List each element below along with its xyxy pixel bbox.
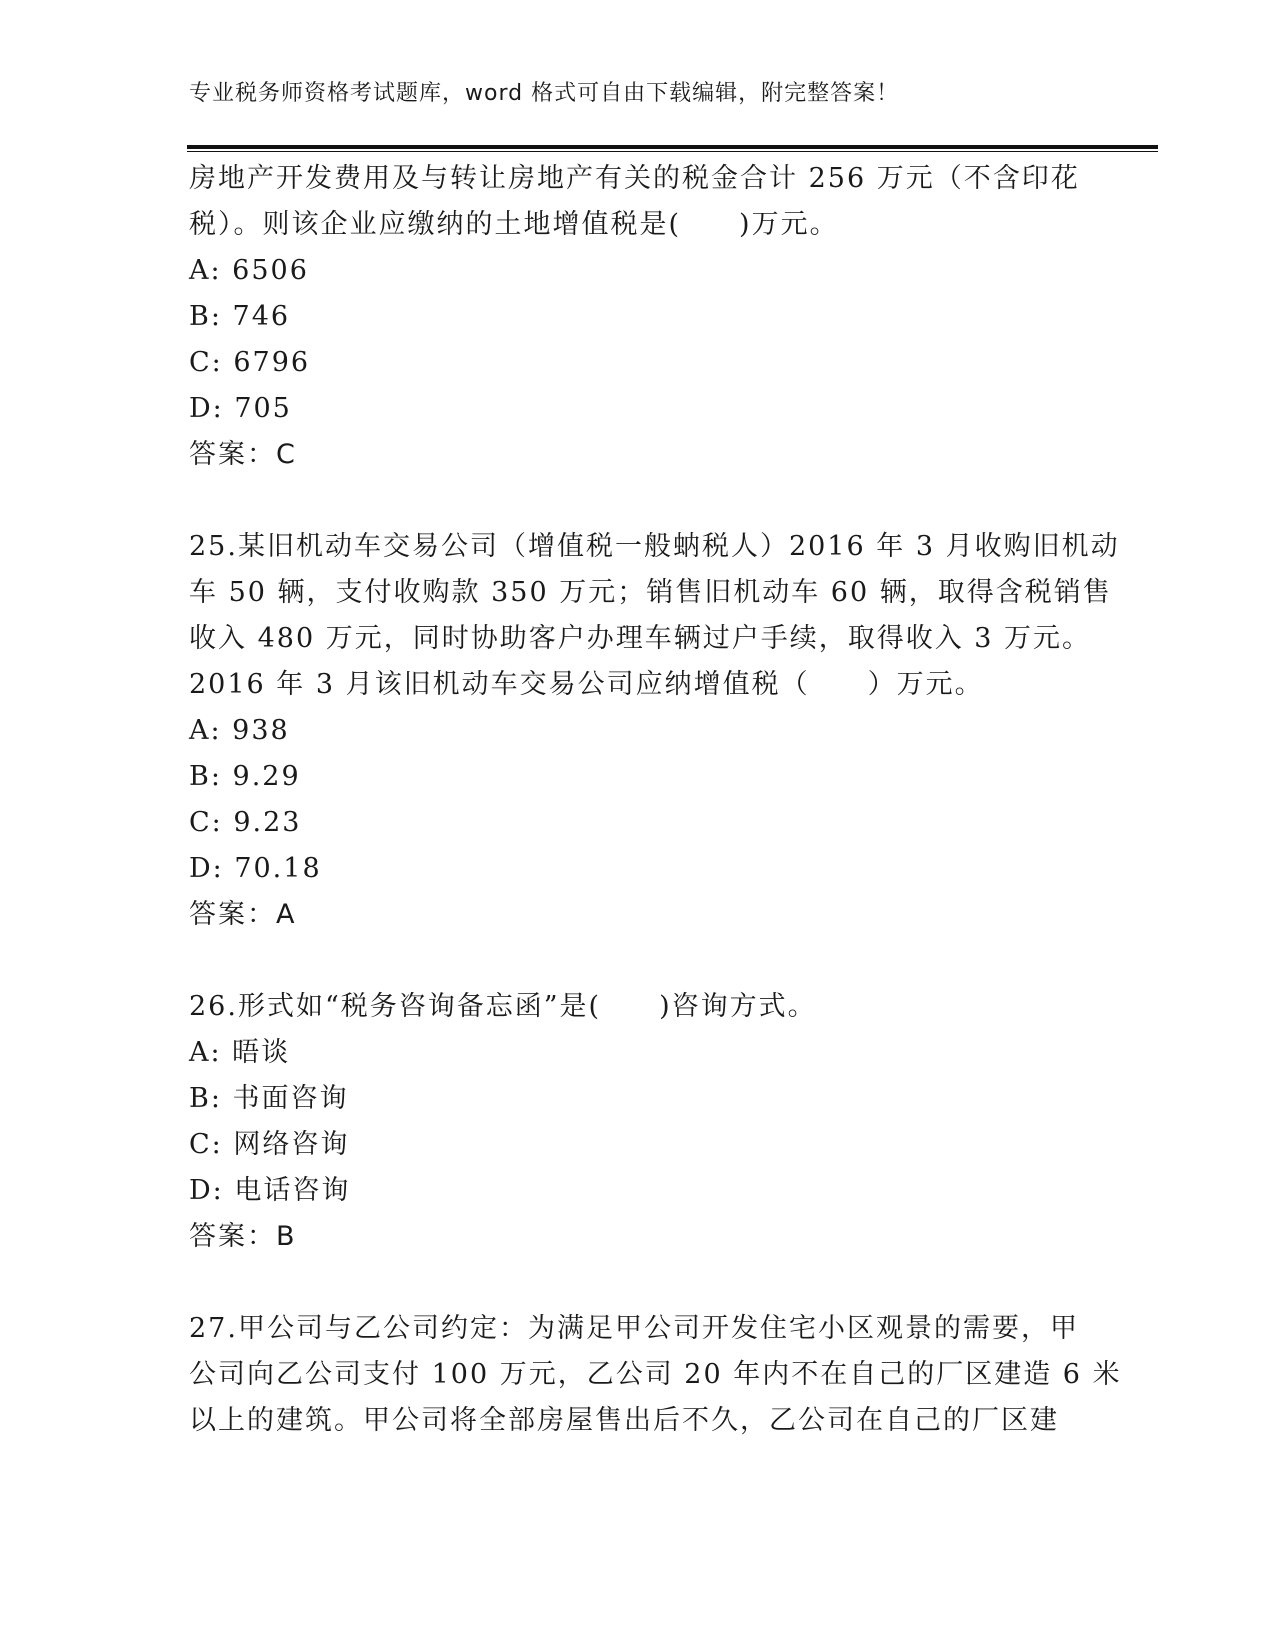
option-b: B: 书面咨询 [189, 1083, 349, 1114]
spacer [189, 938, 1089, 984]
option-a: A: 晤谈 [189, 1037, 291, 1068]
question-stem-line: 以上的建筑。甲公司将全部房屋售出后不久，乙公司在自己的厂区建 [189, 1405, 1059, 1436]
question-stem-line: 公司向乙公司支付 100 万元，乙公司 20 年内不在自己的厂区建造 6 米 [189, 1359, 1122, 1390]
option-c: C: 9.23 [189, 807, 302, 838]
option-c: C: 6796 [189, 347, 311, 378]
option-b: B: 746 [189, 301, 291, 332]
question-27 [189, 1306, 1122, 1444]
answer-line: 答案：B [189, 1221, 297, 1252]
header-divider-thin [187, 151, 1158, 152]
spacer [189, 478, 1089, 524]
question-stem-line: 房地产开发费用及与转让房地产有关的税金合计 256 万元（不含印花 [189, 163, 1080, 194]
question-stem-line: 车 50 辆，支付收购款 350 万元；销售旧机动车 60 辆，取得含税销售 [189, 577, 1112, 608]
option-d: D: 705 [189, 393, 292, 424]
question-26 [189, 984, 1089, 1260]
question-stem-line: 27.甲公司与乙公司约定：为满足甲公司开发住宅小区观景的需要，甲 [189, 1313, 1079, 1344]
answer-line: 答案：A [189, 899, 297, 930]
page-header: 专业税务师资格考试题库，word 格式可自由下载编辑，附完整答案！ [189, 81, 900, 106]
spacer [189, 1260, 1089, 1306]
header-divider-thick [187, 145, 1158, 149]
option-d: D: 电话咨询 [189, 1175, 351, 1206]
question-25 [189, 524, 1120, 938]
question-stem-line: 收入 480 万元，同时协助客户办理车辆过户手续，取得收入 3 万元。 [189, 623, 1092, 654]
question-content [189, 156, 1122, 1444]
question-stem-line: 税）。则该企业应缴纳的土地增值税是( )万元。 [189, 209, 839, 240]
option-d: D: 70.18 [189, 853, 322, 884]
option-a: A: 6506 [189, 255, 309, 286]
question-stem-line: 25.某旧机动车交易公司（增值税一般蚋税人）2016 年 3 月收购旧机动 [189, 531, 1120, 562]
option-c: C: 网络咨询 [189, 1129, 350, 1160]
question-stem-line: 2016 年 3 月该旧机动车交易公司应纳增值税（ ）万元。 [189, 669, 984, 700]
question-24 [189, 156, 1089, 478]
question-stem-line: 26.形式如“税务咨询备忘函”是( )咨询方式。 [189, 991, 817, 1022]
option-a: A: 938 [189, 715, 290, 746]
answer-line: 答案：C [189, 439, 297, 470]
option-b: B: 9.29 [189, 761, 301, 792]
